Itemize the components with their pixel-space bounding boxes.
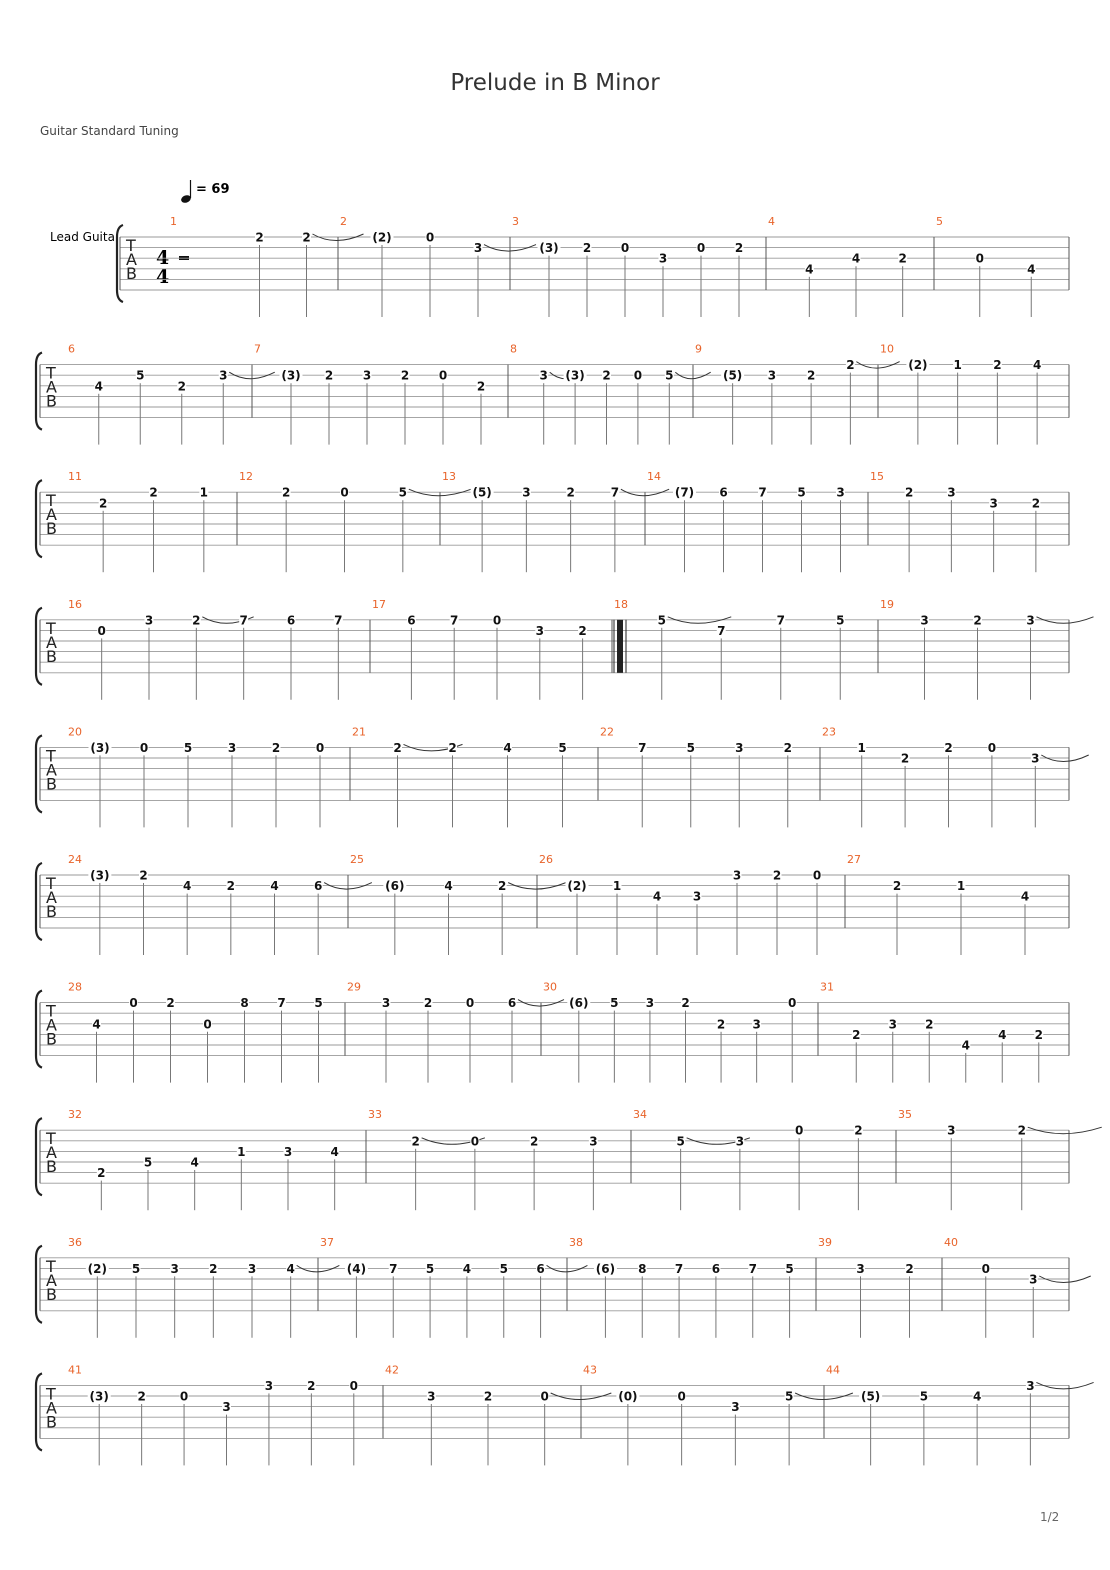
fret-number: 2 <box>209 1261 218 1276</box>
fret-number: 2 <box>716 1017 726 1032</box>
fret-number: 2 <box>681 996 690 1011</box>
tab-clef-letter: T <box>46 618 56 638</box>
page-number: 1/2 <box>1040 1510 1060 1524</box>
measure-number: 29 <box>347 980 361 994</box>
fret-number: 2 <box>448 740 457 755</box>
fret-number: 8 <box>638 1261 647 1276</box>
measure-number: 10 <box>880 342 894 356</box>
fret-number: 0 <box>97 623 106 638</box>
fret-number: 1 <box>857 740 866 755</box>
fret-number: 3 <box>427 1389 436 1404</box>
fret-number: (4) <box>346 1261 367 1276</box>
fret-number: 0 <box>425 230 435 245</box>
measure-number: 15 <box>870 470 884 484</box>
time-signature-bottom: 4 <box>156 266 170 288</box>
fret-number: 0 <box>981 1261 990 1276</box>
fret-number: 3 <box>1026 1378 1035 1393</box>
fret-number: 2 <box>566 485 575 500</box>
fret-number: 3 <box>947 1123 956 1138</box>
fret-number: 5 <box>797 485 806 500</box>
fret-number: 2 <box>476 379 486 394</box>
measure-number: 36 <box>68 1235 82 1249</box>
tab-system <box>36 1108 1102 1210</box>
fret-number: (3) <box>281 368 301 383</box>
fret-number: 5 <box>314 996 323 1011</box>
fret-number: 4 <box>998 1027 1007 1042</box>
measure-number: 30 <box>543 980 557 994</box>
fret-number: (3) <box>90 740 110 755</box>
fret-number: 7 <box>450 613 459 628</box>
tab-clef-letter: B <box>46 1029 57 1049</box>
fret-number: 3 <box>692 889 702 904</box>
tab-clef-letter: T <box>46 491 56 511</box>
tempo-value: = 69 <box>196 182 230 197</box>
fret-number: 2 <box>255 230 264 245</box>
tab-clef-letter: T <box>46 874 56 893</box>
fret-number: 6 <box>711 1261 721 1276</box>
measure-number: 25 <box>350 853 364 866</box>
measure-number: 24 <box>68 853 82 866</box>
fret-number: 2 <box>900 751 910 766</box>
fret-number: 7 <box>674 1261 684 1276</box>
fret-number: 3 <box>222 1400 231 1415</box>
fret-number: 4 <box>444 879 453 894</box>
tab-clef-letter: A <box>46 377 57 397</box>
tab-clef-letter: A <box>46 1015 57 1035</box>
fret-number: 3 <box>732 868 742 883</box>
measure-number: 37 <box>320 1235 334 1249</box>
measure-number: 28 <box>68 980 82 994</box>
fret-number: 2 <box>898 251 907 266</box>
fret-number: 1 <box>237 1144 246 1159</box>
fret-number: 4 <box>270 879 279 894</box>
measure-number: 33 <box>368 1108 382 1122</box>
fret-number: 4 <box>190 1155 199 1170</box>
tuning-label: Guitar Standard Tuning <box>40 124 179 138</box>
fret-number: 7 <box>277 996 286 1011</box>
tab-clef-letter: B <box>126 264 137 283</box>
fret-number: 2 <box>944 740 953 755</box>
fret-number: 5 <box>919 1389 929 1404</box>
fret-number: 0 <box>340 485 349 500</box>
fret-number: 2 <box>905 1261 914 1276</box>
fret-number: 3 <box>1029 1272 1038 1287</box>
fret-number: 2 <box>993 358 1002 373</box>
fret-number: 7 <box>239 613 248 628</box>
fret-number: 7 <box>776 613 785 628</box>
fret-number: 2 <box>400 368 410 383</box>
fret-number: 7 <box>610 485 620 500</box>
tab-clef-letter: A <box>46 1143 57 1163</box>
fret-number: 5 <box>499 1261 508 1276</box>
measure-number: 44 <box>826 1363 840 1377</box>
fret-number: 6 <box>719 485 728 500</box>
tab-system <box>117 215 1069 317</box>
measure-number: 39 <box>818 1235 832 1249</box>
fret-number: 2 <box>307 1378 316 1393</box>
fret-number: 5 <box>665 368 674 383</box>
tab-system <box>36 725 1089 827</box>
measure-number: 12 <box>239 470 253 484</box>
measure-number: 14 <box>647 470 661 484</box>
fret-number: (5) <box>860 1389 881 1404</box>
fret-number: 8 <box>240 996 249 1011</box>
measure-number: 42 <box>385 1363 399 1377</box>
fret-number: 0 <box>129 996 138 1011</box>
tab-clef-letter: T <box>46 1256 56 1276</box>
fret-number: 4 <box>92 1017 101 1032</box>
fret-number: 4 <box>805 262 814 277</box>
fret-number: 5 <box>657 613 666 628</box>
measure-number: 40 <box>944 1235 958 1249</box>
fret-number: (2) <box>87 1261 107 1276</box>
fret-number: 2 <box>137 1389 146 1404</box>
tab-system <box>36 470 1069 572</box>
fret-number: 3 <box>856 1261 865 1276</box>
measure-number: 5 <box>936 215 943 228</box>
measure-number: 8 <box>510 342 517 356</box>
measure-number: 4 <box>768 215 775 228</box>
fret-number: 0 <box>349 1378 358 1393</box>
fret-number: 2 <box>497 879 507 894</box>
fret-number: 7 <box>638 740 647 755</box>
fret-number: 3 <box>227 740 237 755</box>
fret-number: 2 <box>854 1123 863 1138</box>
measure-number: 7 <box>254 342 261 356</box>
fret-number: 0 <box>677 1389 686 1404</box>
fret-number: 5 <box>558 740 567 755</box>
tab-clef-letter: T <box>46 1129 56 1149</box>
fret-number: 3 <box>658 251 668 266</box>
tab-clef-letter: A <box>46 888 57 907</box>
fret-number: 3 <box>473 241 483 256</box>
fret-number: 3 <box>645 996 655 1011</box>
fret-number: (0) <box>618 1389 638 1404</box>
fret-number: 5 <box>686 740 695 755</box>
fret-number: 0 <box>696 241 706 256</box>
fret-number: 2 <box>393 740 402 755</box>
tab-clef-letter: B <box>46 519 57 539</box>
fret-number: 2 <box>226 879 236 894</box>
fret-number: 3 <box>381 996 391 1011</box>
measure-number: 6 <box>68 342 75 356</box>
fret-number: 4 <box>851 251 861 266</box>
instrument-label: Lead Guita <box>50 230 115 244</box>
fret-number: 4 <box>182 879 192 894</box>
fret-number: 1 <box>199 485 209 500</box>
fret-number: 4 <box>1020 889 1030 904</box>
fret-number: (2) <box>567 879 587 894</box>
fret-number: 3 <box>522 485 531 500</box>
fret-number: 6 <box>286 613 296 628</box>
measure-number: 1 <box>170 215 177 228</box>
fret-number: 4 <box>1032 358 1042 373</box>
fret-number: 0 <box>987 740 997 755</box>
fret-number: 7 <box>717 623 726 638</box>
tab-clef-letter: B <box>46 1157 57 1177</box>
tab-clef-letter: A <box>46 760 57 780</box>
fret-number: (6) <box>569 996 589 1011</box>
tab-clef-letter: T <box>46 1001 56 1021</box>
tab-system <box>36 598 1094 700</box>
fret-number: 3 <box>731 1400 740 1415</box>
fret-number: 2 <box>192 613 201 628</box>
fret-number: 2 <box>166 996 175 1011</box>
fret-number: 0 <box>975 251 984 266</box>
fret-number: 2 <box>925 1017 934 1032</box>
measure-number: 11 <box>68 470 82 484</box>
measure-number: 34 <box>633 1108 647 1122</box>
fret-number: 3 <box>539 368 548 383</box>
tab-clef-letter: B <box>46 1284 57 1304</box>
measure-number: 26 <box>539 853 553 866</box>
fret-number: 4 <box>330 1144 339 1159</box>
fret-number: 0 <box>492 613 502 628</box>
fret-number: 1 <box>953 358 962 373</box>
fret-number: 3 <box>589 1134 598 1149</box>
fret-number: (2) <box>908 358 928 373</box>
fret-number: 5 <box>610 996 619 1011</box>
fret-number: 3 <box>170 1261 179 1276</box>
fret-number: 2 <box>149 485 158 500</box>
fret-number: 6 <box>407 613 416 628</box>
measure-number: 38 <box>569 1235 583 1249</box>
measure-number: 20 <box>68 725 82 739</box>
tab-clef-letter: B <box>46 1412 57 1432</box>
fret-number: 2 <box>98 496 108 511</box>
fret-number: 3 <box>1026 613 1035 628</box>
fret-number: 4 <box>503 740 512 755</box>
measure-number: 22 <box>600 725 614 739</box>
tab-clef-letter: A <box>46 505 57 525</box>
fret-number: 2 <box>271 740 281 755</box>
fret-number: 2 <box>529 1134 539 1149</box>
tab-clef-letter: T <box>126 236 136 255</box>
fret-number: 4 <box>1027 262 1036 277</box>
fret-number: 7 <box>758 485 767 500</box>
time-signature-top: 4 <box>156 247 170 269</box>
tab-system <box>36 1363 1094 1465</box>
fret-number: 0 <box>620 241 630 256</box>
fret-number: 7 <box>334 613 343 628</box>
fret-number: 3 <box>283 1144 293 1159</box>
fret-number: 3 <box>362 368 372 383</box>
fret-number: 2 <box>904 485 914 500</box>
fret-number: (5) <box>722 368 743 383</box>
repeat-barline <box>617 620 623 673</box>
measure-number: 9 <box>695 342 702 356</box>
fret-number: 0 <box>788 996 797 1011</box>
fret-number: 4 <box>652 889 662 904</box>
tab-clef-letter: T <box>46 746 56 766</box>
fret-number: 6 <box>507 996 517 1011</box>
fret-number: 2 <box>411 1134 420 1149</box>
score-title: Prelude in B Minor <box>450 70 660 96</box>
fret-number: 2 <box>1034 1027 1043 1042</box>
fret-number: (3) <box>89 1389 109 1404</box>
fret-number: 1 <box>956 879 966 894</box>
measure-number: 23 <box>822 725 836 739</box>
fret-number: 5 <box>425 1261 435 1276</box>
measure-number: 43 <box>583 1363 597 1377</box>
fret-number: 6 <box>313 879 323 894</box>
fret-number: 3 <box>920 613 929 628</box>
fret-number: 2 <box>423 996 433 1011</box>
fret-number: 2 <box>973 613 982 628</box>
fret-number: (7) <box>674 485 695 500</box>
fret-number: 2 <box>483 1389 493 1404</box>
measure-number: 41 <box>68 1363 82 1377</box>
fret-number: 0 <box>633 368 643 383</box>
fret-number: 2 <box>578 623 587 638</box>
fret-number: 2 <box>1031 496 1041 511</box>
tab-clef-letter: A <box>126 250 137 269</box>
measure-number: 27 <box>847 853 861 866</box>
measure-number: 3 <box>512 215 519 228</box>
fret-number: 5 <box>143 1155 153 1170</box>
fret-number: 3 <box>888 1017 897 1032</box>
tab-clef-letter: B <box>46 646 57 666</box>
fret-number: 2 <box>602 368 611 383</box>
fret-number: 0 <box>315 740 325 755</box>
fret-number: 0 <box>465 996 475 1011</box>
fret-number: 5 <box>183 740 193 755</box>
measure-number: 35 <box>898 1108 912 1122</box>
tab-clef-letter: T <box>46 1384 56 1404</box>
fret-number: 3 <box>219 368 228 383</box>
measure-number: 19 <box>880 597 894 611</box>
fret-number: (3) <box>565 368 585 383</box>
fret-number: 5 <box>136 368 145 383</box>
measure-number: 2 <box>340 215 347 228</box>
fret-number: 3 <box>264 1378 274 1393</box>
fret-number: 5 <box>785 1261 794 1276</box>
fret-number: 2 <box>139 868 148 883</box>
tab-system <box>36 981 1069 1083</box>
fret-number: 2 <box>734 241 744 256</box>
fret-number: 3 <box>535 623 544 638</box>
fret-number: 2 <box>783 740 792 755</box>
fret-number: 2 <box>302 230 311 245</box>
fret-number: 5 <box>836 613 845 628</box>
fret-number: 3 <box>144 613 154 628</box>
fret-number: 5 <box>676 1134 685 1149</box>
fret-number: 2 <box>846 358 855 373</box>
fret-number: 0 <box>139 740 149 755</box>
measure-number: 21 <box>352 725 366 739</box>
fret-number: 0 <box>812 868 822 883</box>
tab-system <box>36 853 1069 955</box>
fret-number: 3 <box>735 740 744 755</box>
measure-number: 32 <box>68 1108 82 1122</box>
fret-number: 6 <box>536 1261 545 1276</box>
fret-number: 4 <box>94 379 103 394</box>
fret-number: (2) <box>372 230 392 245</box>
measure-number: 18 <box>614 597 628 611</box>
fret-number: 5 <box>131 1261 141 1276</box>
tab-clef-letter: A <box>46 1270 57 1290</box>
fret-number: 2 <box>281 485 291 500</box>
tab-clef-letter: A <box>46 632 57 652</box>
fret-number: 4 <box>286 1261 295 1276</box>
fret-number: 0 <box>794 1123 804 1138</box>
tab-clef-letter: B <box>46 902 57 921</box>
fret-number: 2 <box>772 868 782 883</box>
fret-number: 3 <box>767 368 777 383</box>
fret-number: 3 <box>735 1134 745 1149</box>
fret-number: 3 <box>989 496 998 511</box>
fret-number: 7 <box>389 1261 398 1276</box>
fret-number: (6) <box>385 879 405 894</box>
fret-number: (6) <box>595 1261 616 1276</box>
fret-number: 2 <box>806 368 816 383</box>
measure-number: 13 <box>442 470 456 484</box>
tab-clef-letter: A <box>46 1398 57 1418</box>
fret-number: 0 <box>470 1134 480 1149</box>
tab-system <box>36 1236 1091 1338</box>
fret-number: 2 <box>852 1027 861 1042</box>
fret-number: 1 <box>612 879 622 894</box>
fret-number: (5) <box>472 485 492 500</box>
fret-number: 4 <box>972 1389 982 1404</box>
fret-number: 2 <box>582 241 592 256</box>
fret-number: (3) <box>539 241 559 256</box>
tab-clef-letter: T <box>46 363 56 383</box>
fret-number: 0 <box>179 1389 189 1404</box>
fret-number: 4 <box>961 1038 970 1053</box>
fret-number: 0 <box>203 1017 212 1032</box>
fret-number: 0 <box>438 368 448 383</box>
fret-number: 2 <box>892 879 902 894</box>
fret-number: 2 <box>97 1166 106 1181</box>
fret-number: 3 <box>1031 751 1040 766</box>
fret-number: 5 <box>398 485 408 500</box>
tab-clef-letter: B <box>46 391 57 411</box>
measure-number: 16 <box>68 597 82 611</box>
fret-number: 2 <box>1017 1123 1026 1138</box>
fret-number: 0 <box>540 1389 549 1404</box>
measure-number: 31 <box>820 980 834 994</box>
fret-number: 3 <box>247 1261 257 1276</box>
fret-number: 7 <box>748 1261 757 1276</box>
fret-number: 4 <box>462 1261 472 1276</box>
fret-number: 5 <box>784 1389 794 1404</box>
measure-number: 17 <box>372 597 386 611</box>
fret-number: 3 <box>836 485 845 500</box>
fret-number: 2 <box>324 368 334 383</box>
tab-system <box>36 343 1069 445</box>
fret-number: 3 <box>752 1017 761 1032</box>
fret-number: 2 <box>177 379 186 394</box>
fret-number: 3 <box>947 485 956 500</box>
tab-clef-letter: B <box>46 774 57 794</box>
fret-number: (3) <box>90 868 110 883</box>
